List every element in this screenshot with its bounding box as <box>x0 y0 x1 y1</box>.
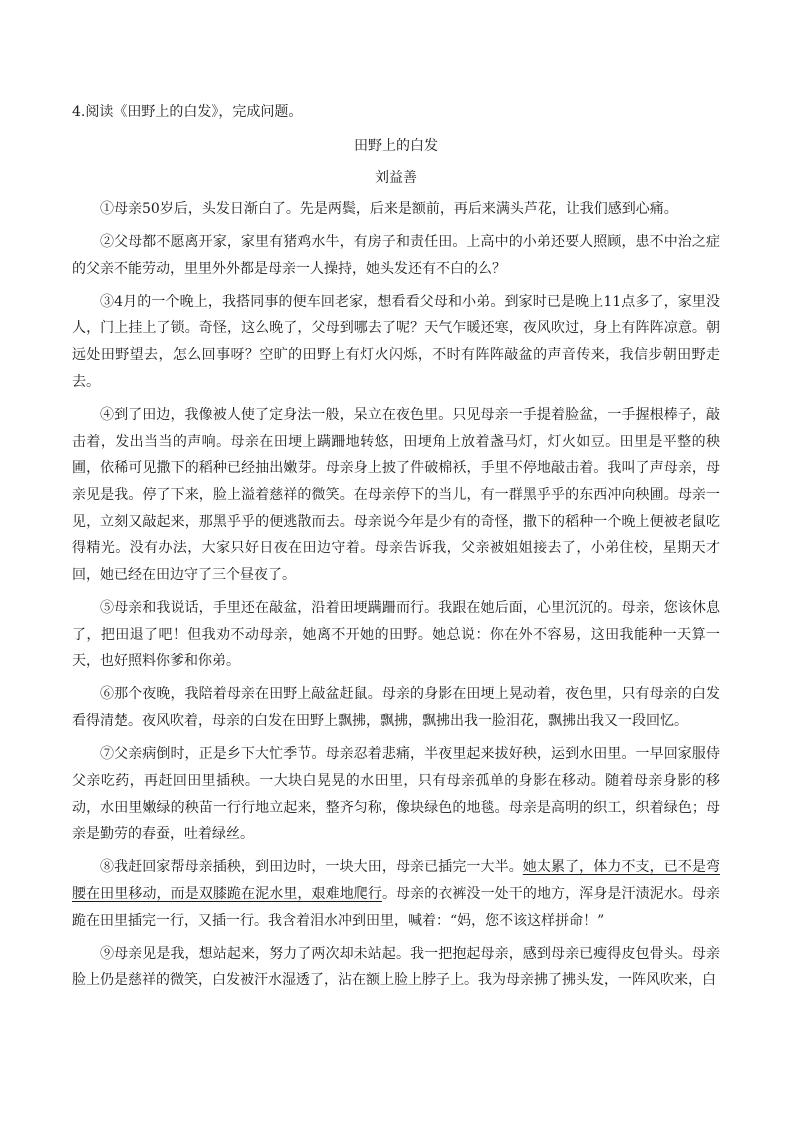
essay-author: 刘益善 <box>375 170 417 186</box>
paragraph-8-end: 。母亲的衣裤没一处干的地方，浑身是汗渍泥水。母亲跪在田里插完一行，又插一行。我含着泪水冲到田里，喊着：“妈，您不该这样拼命！” <box>72 885 721 929</box>
document-page <box>72 100 720 1000</box>
paragraph-9: ⑨母亲见是我，想站起来，努力了两次却未站起。我一把抱起母亲，感到母亲已瘦得皮包骨头。母亲脸上仍是慈祥的微笑，白发被汗水湿透了，沾在额上脸上脖子上。我为母亲拂了拂头发，一阵风吹来，白 <box>72 945 720 989</box>
underlined-sentence: 她太累了，体力不支，已不是弯腰在田里移动，而是双膝跪在泥水里，艰难地爬行 <box>72 859 721 902</box>
paragraph-2: ②父母都不愿离开家，家里有猪鸡水牛，有房子和责任田。上高中的小弟还要人照顾，患不中治之症的父亲不能劳动，里里外外都是母亲一人操持，她头发还有不白的么？ <box>72 234 720 277</box>
paragraph-4: ④到了田边，我像被人使了定身法一般，呆立在夜色里。只见母亲一手提着脸盆，一手握根棒子，敲击着，发出当当的声响。母亲在田埂上蹒跚地转悠，田埂角上放着盏马灯，灯火如豆。田里是平整的秧圃，依稀可见撒下的稻种已经抽出嫩芽。母亲身上披了件破棉袄，手里不停地敲击着。我叫了声母亲，母亲见是我。停了下来，脸上溢着慈祥的微笑。在母亲停下的当儿，有一群黑乎乎的东西冲向秧圃。母亲一见，立刻又敲起来，那黑乎乎的便逃散而去。母亲说今年是少有的奇怪，撒下的稻种一个晚上便被老鼠吃得精光。没有办法，大家只好日夜在田边守着。母亲告诉我，父亲被姐姐接去了，小弟住校，星期天才回，她已经在田边守了三个昼夜了。 <box>72 406 720 584</box>
paragraph-7: ⑦父亲病倒时，正是乡下大忙季节。母亲忍着悲痛，半夜里起来拔好秧，运到水田里。一早回家服侍父亲吃药，再赶回田里插秧。一大块白晃晃的水田里，只有母亲孤单的身影在移动。随着母亲身影的移动，水田里嫩绿的秧苗一行行地立起来，整齐匀称，像块绿色的地毯。母亲是高明的织工，织着绿色；母亲是勤劳的春蚕，吐着绿丝。 <box>72 746 720 843</box>
paragraph-1: ①母亲50岁后，头发日渐白了。先是两鬓，后来是额前，再后来满头芦花，让我们感到心痛。 <box>100 201 678 217</box>
question-prompt: 4.阅读《田野上的白发》，完成问题。 <box>72 104 303 120</box>
essay-title: 田野上的白发 <box>354 138 438 154</box>
paragraph-6: ⑥那个夜晚，我陪着母亲在田野上敲盆赶鼠。母亲的身影在田埂上晃动着，夜色里，只有母亲的白发看得清楚。夜风吹着，母亲的白发在田野上飘拂，飘拂，飘拂出我一脸泪花，飘拂出我又一段回忆。 <box>72 686 720 730</box>
paragraph-8-start: ⑧我赶回家帮母亲插秧，到田边时，一块大田，母亲已插完一大半。 <box>100 859 523 876</box>
paragraph-3: ③4月的一个晚上，我搭同事的便车回老家，想看看父母和小弟。到家时已是晚上11点多了，家里没人，门上挂上了锁。奇怪，这么晚了，父母到哪去了呢？天气乍暖还寒，夜风吹过，身上有阵阵凉意。朝远处田野望去，怎么回事呀？空旷的田野上有灯火闪烁，不时有阵阵敲盆的声音传来，我信步朝田野走去。 <box>72 293 720 390</box>
paragraph-5: ⑤母亲和我说话，手里还在敲盆，沿着田埂蹒跚而行。我跟在她后面，心里沉沉的。母亲，您该休息了，把田退了吧！但我劝不动母亲，她离不开她的田野。她总说：你在外不容易，这田我能种一天算一天，也好照料你爹和你弟。 <box>72 600 720 670</box>
paragraph-8 <box>72 854 720 934</box>
